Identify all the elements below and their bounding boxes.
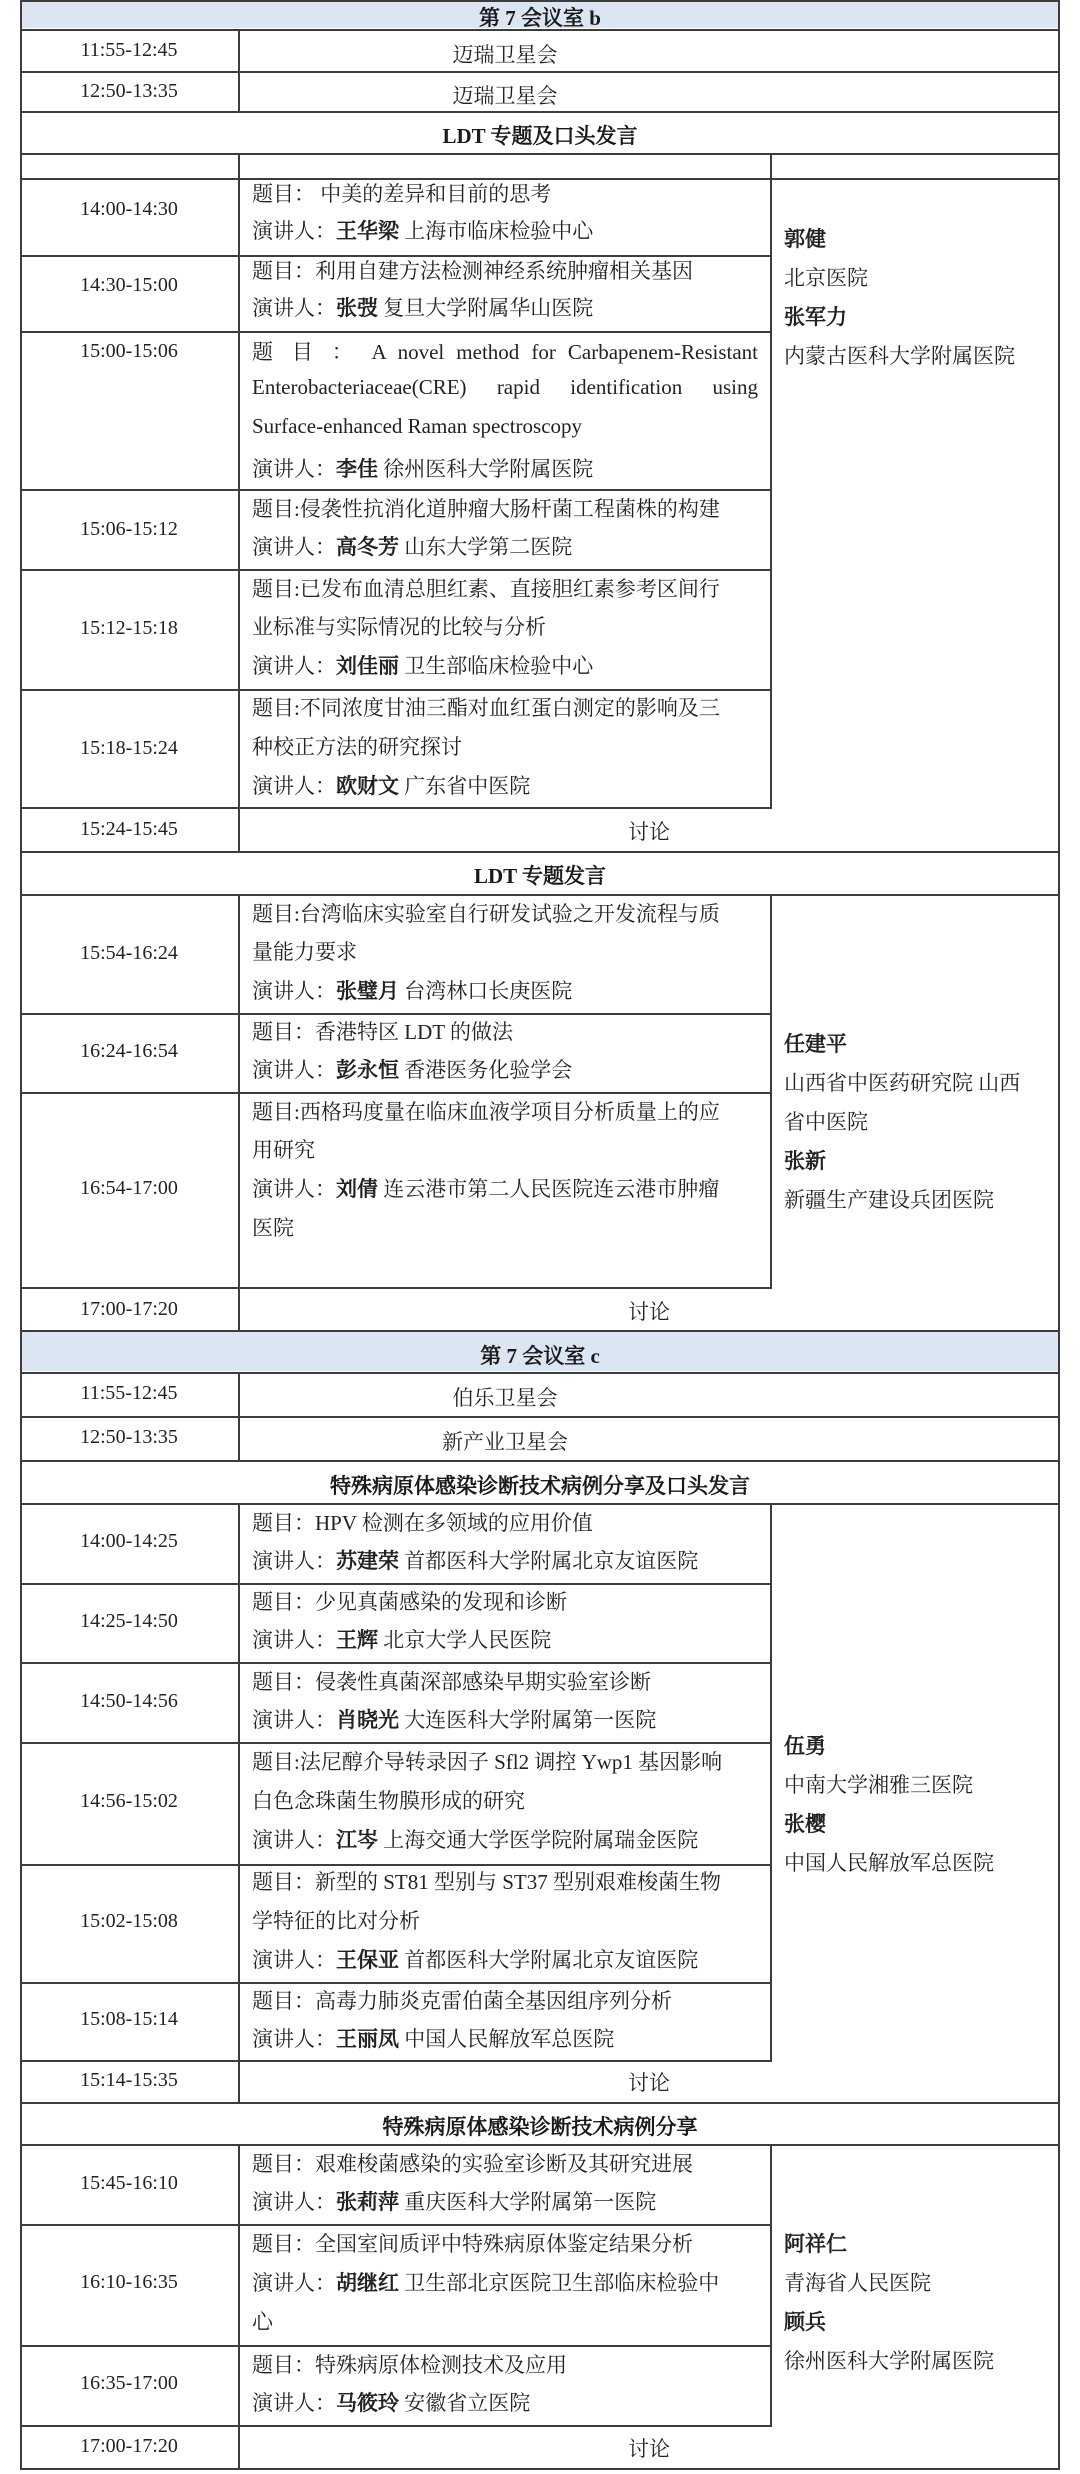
talk-speaker: 演讲人：彭永恒 香港医务化验学会 xyxy=(252,1058,573,1082)
chair-org: 中国人民解放军总医院 xyxy=(784,1851,994,1875)
talk-speaker: 演讲人：王保亚 首都医科大学附属北京友谊医院 xyxy=(252,1948,699,1972)
talk-title: 题 目 ： A novel method for Carbapenem-Resistant xyxy=(252,340,758,364)
speaker-name: 苏建荣 xyxy=(336,1549,399,1573)
speaker-name: 刘倩 xyxy=(336,1177,378,1201)
time-cell: 15:45-16:10 xyxy=(80,2172,178,2194)
infect1-section-title: 特殊病原体感染诊断技术病例分享及口头发言 xyxy=(330,1474,750,1498)
talk-title: 题目：全国室间质评中特殊病原体鉴定结果分析 xyxy=(252,2232,693,2256)
talk-speaker: 演讲人：张弢 复旦大学附属华山医院 xyxy=(252,296,594,320)
time-cell: 14:56-15:02 xyxy=(80,1790,178,1812)
talk-title: 种校正方法的研究探讨 xyxy=(252,735,462,759)
chair-name: 张新 xyxy=(784,1149,826,1173)
time-cell: 17:00-17:20 xyxy=(80,2435,178,2457)
talk-title: 题目:侵袭性抗消化道肿瘤大肠杆菌工程菌株的构建 xyxy=(252,497,720,521)
ldt1-section-title: LDT 专题及口头发言 xyxy=(442,124,638,148)
ldt2-section-title: LDT 专题发言 xyxy=(473,864,607,888)
talk-title: 题目：香港特区 LDT 的做法 xyxy=(252,1020,513,1044)
discussion-label: 讨论 xyxy=(628,2071,670,2095)
speaker-name: 王辉 xyxy=(336,1628,378,1652)
talk-title: 题目：利用自建方法检测神经系统肿瘤相关基因 xyxy=(252,259,693,283)
talk-speaker-org-cont: 医院 xyxy=(252,1216,294,1240)
talk-title: 题目:不同浓度甘油三酯对血红蛋白测定的影响及三 xyxy=(252,696,720,720)
talk-title: 题目:法尼醇介导转录因子 Sfl2 调控 Ywp1 基因影响 xyxy=(252,1750,723,1774)
talk-speaker: 演讲人：王辉 北京大学人民医院 xyxy=(252,1628,552,1652)
chair-org: 徐州医科大学附属医院 xyxy=(784,2349,994,2373)
chair-name: 张军力 xyxy=(784,305,847,329)
talk-title: 量能力要求 xyxy=(252,940,357,964)
talk-title: 用研究 xyxy=(252,1138,315,1162)
chair-name: 顾兵 xyxy=(784,2310,826,2334)
chair-org: 中南大学湘雅三医院 xyxy=(784,1773,973,1797)
satellite-event: 迈瑞卫星会 xyxy=(452,84,558,108)
talk-speaker: 演讲人：苏建荣 首都医科大学附属北京友谊医院 xyxy=(252,1549,699,1573)
time-cell: 11:55-12:45 xyxy=(80,39,178,61)
speaker-name: 王保亚 xyxy=(336,1948,399,1972)
talk-speaker: 演讲人：张璧月 台湾林口长庚医院 xyxy=(252,979,573,1003)
chair-org: 内蒙古医科大学附属医院 xyxy=(784,344,1015,368)
time-cell: 16:54-17:00 xyxy=(80,1177,178,1199)
time-cell: 14:50-14:56 xyxy=(80,1690,178,1712)
time-cell: 15:14-15:35 xyxy=(80,2069,178,2091)
chair-name: 伍勇 xyxy=(784,1734,826,1758)
talk-title: 题目：侵袭性真菌深部感染早期实验室诊断 xyxy=(252,1670,651,1694)
speaker-name: 高冬芳 xyxy=(336,535,399,559)
talk-speaker: 演讲人：高冬芳 山东大学第二医院 xyxy=(252,535,573,559)
time-cell: 12:50-13:35 xyxy=(80,1426,178,1448)
talk-title: Surface-enhanced Raman spectroscopy xyxy=(252,414,583,438)
time-cell: 15:54-16:24 xyxy=(80,942,178,964)
speaker-name: 江岑 xyxy=(336,1828,378,1852)
discussion-label: 讨论 xyxy=(628,820,670,844)
time-cell: 17:00-17:20 xyxy=(80,1298,178,1320)
talk-speaker-org-cont: 心 xyxy=(252,2310,273,2334)
time-cell: 14:25-14:50 xyxy=(80,1610,178,1632)
talk-speaker: 演讲人：胡继红 卫生部北京医院卫生部临床检验中 xyxy=(252,2271,720,2295)
chair-name: 任建平 xyxy=(784,1032,847,1056)
talk-title: 题目：少见真菌感染的发现和诊断 xyxy=(252,1590,567,1614)
talk-speaker: 演讲人：李佳 徐州医科大学附属医院 xyxy=(252,457,594,481)
time-cell: 15:24-15:45 xyxy=(80,818,178,840)
talk-title: 题目:已发布血清总胆红素、直接胆红素参考区间行 xyxy=(252,577,720,601)
time-cell: 11:55-12:45 xyxy=(80,1382,178,1404)
time-cell: 14:30-15:00 xyxy=(80,274,178,296)
time-cell: 15:18-15:24 xyxy=(80,737,178,759)
talk-title: 题目：高毒力肺炎克雷伯菌全基因组序列分析 xyxy=(252,1989,672,2013)
speaker-name: 肖晓光 xyxy=(336,1708,399,1732)
infect2-section-title: 特殊病原体感染诊断技术病例分享 xyxy=(382,2115,698,2139)
time-cell: 14:00-14:25 xyxy=(80,1530,178,1552)
talk-speaker: 演讲人：马筱玲 安徽省立医院 xyxy=(252,2391,531,2415)
talk-title: 题目：HPV 检测在多领域的应用价值 xyxy=(252,1511,593,1535)
speaker-name: 马筱玲 xyxy=(336,2391,399,2415)
talk-title: 业标准与实际情况的比较与分析 xyxy=(252,615,546,639)
time-cell: 15:08-15:14 xyxy=(80,2008,178,2030)
time-cell: 16:10-16:35 xyxy=(80,2271,178,2293)
time-cell: 15:02-15:08 xyxy=(80,1910,178,1932)
talk-speaker: 演讲人：刘佳丽 卫生部临床检验中心 xyxy=(252,654,594,678)
time-cell: 16:35-17:00 xyxy=(80,2372,178,2394)
talk-title: 题目:西格玛度量在临床血液学项目分析质量上的应 xyxy=(252,1100,720,1124)
time-cell: 15:00-15:06 xyxy=(80,340,178,362)
time-cell: 16:24-16:54 xyxy=(80,1040,178,1062)
speaker-name: 王华梁 xyxy=(336,219,399,243)
talk-title: 白色念珠菌生物膜形成的研究 xyxy=(252,1789,525,1813)
satellite-event: 迈瑞卫星会 xyxy=(452,43,558,67)
room-b-title: 第 7 会议室 b xyxy=(479,6,601,30)
time-cell: 15:06-15:12 xyxy=(80,518,178,540)
speaker-name: 彭永恒 xyxy=(336,1058,399,1082)
speaker-name: 张璧月 xyxy=(336,979,399,1003)
talk-title: Enterobacteriaceae(CRE) rapid identification using xyxy=(252,375,758,399)
chair-org: 省中医院 xyxy=(784,1110,868,1134)
talk-title: 题目：新型的 ST81 型别与 ST37 型别艰难梭菌生物 xyxy=(252,1870,722,1894)
talk-speaker: 演讲人：刘倩 连云港市第二人民医院连云港市肿瘤 xyxy=(252,1177,720,1201)
satellite-event: 伯乐卫星会 xyxy=(452,1386,558,1410)
talk-title: 题目：特殊病原体检测技术及应用 xyxy=(252,2353,567,2377)
talk-title: 学特征的比对分析 xyxy=(252,1909,420,1933)
chair-name: 张樱 xyxy=(784,1812,826,1836)
speaker-name: 李佳 xyxy=(336,457,378,481)
chair-org: 北京医院 xyxy=(784,266,868,290)
room-c-title: 第 7 会议室 c xyxy=(480,1344,600,1368)
chair-org: 青海省人民医院 xyxy=(784,2271,931,2295)
discussion-label: 讨论 xyxy=(628,1300,670,1324)
discussion-label: 讨论 xyxy=(628,2437,670,2461)
satellite-event: 新产业卫星会 xyxy=(442,1430,568,1454)
speaker-name: 欧财文 xyxy=(336,774,399,798)
speaker-name: 王丽凤 xyxy=(336,2027,399,2051)
chair-name: 郭健 xyxy=(784,227,826,251)
talk-speaker: 演讲人：肖晓光 大连医科大学附属第一医院 xyxy=(252,1708,657,1732)
chair-name: 阿祥仁 xyxy=(784,2232,847,2256)
talk-speaker: 演讲人：欧财文 广东省中医院 xyxy=(252,774,531,798)
talk-speaker: 演讲人：江岑 上海交通大学医学院附属瑞金医院 xyxy=(252,1828,699,1852)
talk-speaker: 演讲人：王华梁 上海市临床检验中心 xyxy=(252,219,594,243)
talk-speaker: 演讲人：张莉萍 重庆医科大学附属第一医院 xyxy=(252,2190,657,2214)
chair-org: 新疆生产建设兵团医院 xyxy=(784,1188,994,1212)
time-cell: 14:00-14:30 xyxy=(80,198,178,220)
time-cell: 12:50-13:35 xyxy=(80,80,178,102)
speaker-name: 张弢 xyxy=(336,296,378,320)
talk-title: 题目：艰难梭菌感染的实验室诊断及其研究进展 xyxy=(252,2152,693,2176)
chair-org: 山西省中医药研究院 山西 xyxy=(784,1071,1021,1095)
talk-speaker: 演讲人：王丽凤 中国人民解放军总医院 xyxy=(252,2027,615,2051)
time-cell: 15:12-15:18 xyxy=(80,617,178,639)
talk-title: 题目： 中美的差异和目前的思考 xyxy=(252,182,552,206)
speaker-name: 张莉萍 xyxy=(336,2190,399,2214)
speaker-name: 胡继红 xyxy=(336,2271,399,2295)
speaker-name: 刘佳丽 xyxy=(336,654,399,678)
talk-title: 题目:台湾临床实验室自行研发试验之开发流程与质 xyxy=(252,902,720,926)
